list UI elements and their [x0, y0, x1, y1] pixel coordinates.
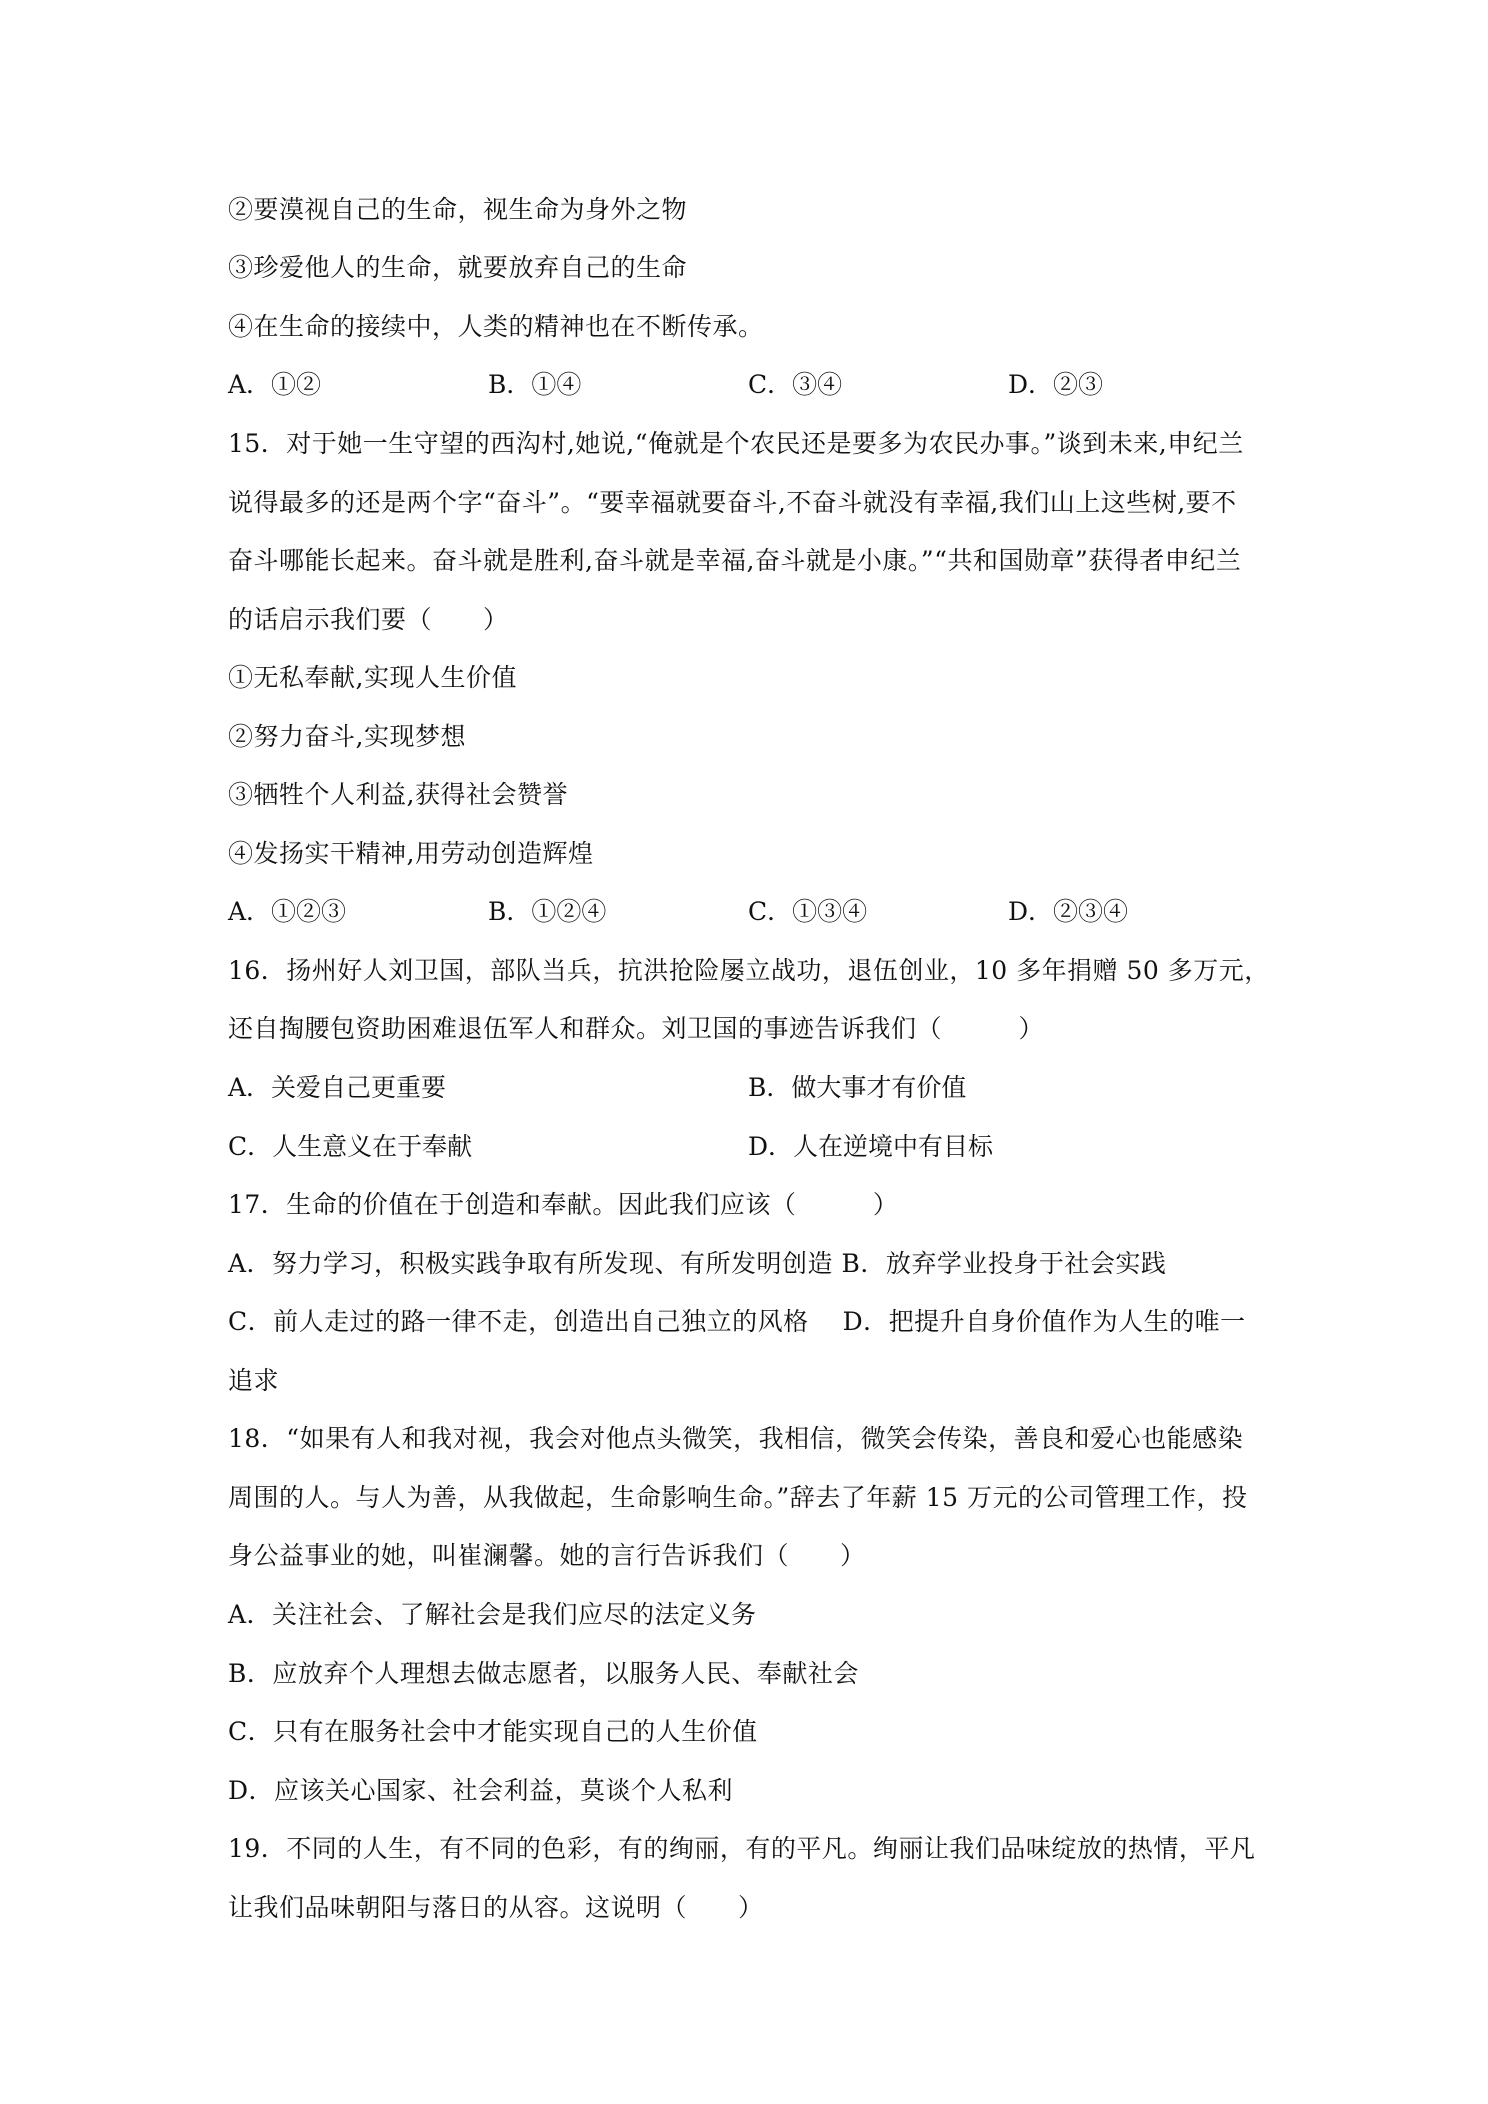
q15-stem-line-1: 15．对于她一生守望的西沟村,她说,“俺就是个农民还是要多为农民办事。”谈到未来,申纪兰: [228, 429, 1244, 458]
q15-option-d: D．②③④: [1008, 897, 1129, 926]
q14-option-d: D．②③: [1008, 370, 1104, 399]
q18-option-d: D．应该关心国家、社会利益，莫谈个人私利: [228, 1776, 734, 1805]
q16-stem-line-2: 还自掏腰包资助困难退伍军人和群众。刘卫国的事迹告诉我们（ ）: [228, 1014, 1045, 1043]
q15-statement-1: ①无私奉献,实现人生价值: [228, 663, 517, 692]
q15-statement-3: ③牺牲个人利益,获得社会赞誉: [228, 780, 568, 809]
q14-statement-2: ②要漠视自己的生命，视生命为身外之物: [228, 195, 688, 224]
q17-options-line-1: A．努力学习，积极实践争取有所发现、有所发明创造 B．放弃学业投身于社会实践: [228, 1249, 1167, 1278]
q15-statement-2: ②努力奋斗,实现梦想: [228, 722, 466, 751]
q18-stem-line-1: 18．“如果有人和我对视，我会对他点头微笑，我相信，微笑会传染，善良和爱心也能感染: [228, 1424, 1244, 1453]
q19-stem-line-1: 19．不同的人生，有不同的色彩，有的绚丽，有的平凡。绚丽让我们品味绽放的热情，平凡: [228, 1834, 1256, 1863]
q18-option-a: A．关注社会、了解社会是我们应尽的法定义务: [228, 1600, 757, 1629]
q14-option-b: B．①④: [488, 370, 582, 399]
q15-stem-line-2: 说得最多的还是两个字“奋斗”。“要幸福就要奋斗,不奋斗就没有幸福,我们山上这些树,要不: [228, 488, 1237, 517]
q14-option-c: C．③④: [748, 370, 843, 399]
q16-stem-line-1: 16．扬州好人刘卫国，部队当兵，抗洪抢险屡立战功，退伍创业，10 多年捐赠 50 多万元，: [228, 956, 1270, 985]
q14-option-a: A．①②: [228, 370, 322, 399]
q18-option-b: B．应放弃个人理想去做志愿者，以服务人民、奉献社会: [228, 1659, 859, 1688]
q16-option-c: C．人生意义在于奉献: [228, 1132, 473, 1161]
q15-option-c: C．①③④: [748, 897, 868, 926]
q17-options-line-3: 追求: [228, 1366, 280, 1395]
q15-stem-line-4: 的话启示我们要（ ）: [228, 605, 509, 634]
q14-statement-4: ④在生命的接续中，人类的精神也在不断传承。: [228, 312, 764, 341]
q18-stem-line-2: 周围的人。与人为善，从我做起，生命影响生命。”辞去了年薪 15 万元的公司管理工作，投: [228, 1483, 1248, 1512]
q16-option-d: D．人在逆境中有目标: [748, 1132, 994, 1161]
q18-stem-line-3: 身公益事业的她，叫崔澜馨。她的言行告诉我们（ ）: [228, 1541, 866, 1570]
q17-options-line-2: C．前人走过的路一律不走，创造出自己独立的风格 D．把提升自身价值作为人生的唯一: [228, 1307, 1246, 1336]
q19-stem-line-2: 让我们品味朝阳与落日的从容。这说明（ ）: [228, 1893, 764, 1922]
q18-option-c: C．只有在服务社会中才能实现自己的人生价值: [228, 1717, 758, 1746]
q15-statement-4: ④发扬实干精神,用劳动创造辉煌: [228, 839, 594, 868]
q14-statement-3: ③珍爱他人的生命，就要放弃自己的生命: [228, 253, 688, 282]
q16-option-a: A．关爱自己更重要: [228, 1073, 447, 1102]
q17-stem: 17．生命的价值在于创造和奉献。因此我们应该（ ）: [228, 1190, 899, 1219]
q15-option-b: B．①②④: [488, 897, 607, 926]
q15-option-a: A．①②③: [228, 897, 347, 926]
q16-option-b: B．做大事才有价值: [748, 1073, 967, 1102]
q15-stem-line-3: 奋斗哪能长起来。奋斗就是胜利,奋斗就是幸福,奋斗就是小康。”“共和国勋章”获得者申纪兰: [228, 546, 1242, 575]
